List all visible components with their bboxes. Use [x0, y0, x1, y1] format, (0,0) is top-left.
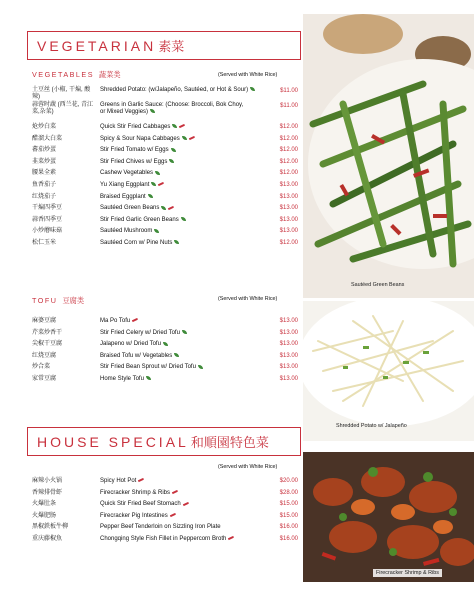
item-name-en-text: Spicy Hot Pot — [100, 478, 137, 484]
vegetarian-leaf-icon — [150, 109, 155, 113]
menu-item — [32, 499, 298, 511]
item-name-en — [100, 134, 195, 146]
spicy-chili-icon — [172, 490, 178, 494]
item-name-en-text: Braised Tofu w/ Vegetables — [100, 352, 173, 359]
house-special-title-cn: 和順園特色菜 — [190, 435, 269, 450]
item-name-cn: 红烧茄子 — [32, 193, 57, 200]
item-price: $16.00 — [279, 524, 298, 531]
menu-item — [32, 101, 298, 122]
vegetarian-leaf-icon — [163, 342, 168, 346]
menu-item — [32, 362, 298, 374]
item-name-cn: 松仁玉米 — [32, 239, 57, 246]
spicy-chili-icon — [170, 513, 176, 517]
item-price: $11.00 — [280, 88, 298, 94]
item-name-cn: 小炒蘑味菇 — [32, 228, 63, 235]
item-name-en-text: Sautéed Green Beans — [100, 205, 160, 212]
menu-item — [32, 192, 298, 204]
spicy-chili-icon — [132, 318, 138, 322]
item-price: $15.00 — [279, 501, 298, 508]
tofu-label-cn: 豆腐类 — [62, 296, 85, 305]
vegetarian-leaf-icon — [174, 353, 179, 357]
item-name-en — [100, 328, 187, 340]
vegetarian-leaf-icon — [182, 136, 187, 140]
vegetarian-header — [27, 31, 301, 60]
item-name-cn: 蕃茄炒蛋 — [32, 147, 57, 154]
item-name-cn: 干煸四季豆 — [32, 205, 63, 212]
item-name-en — [100, 192, 153, 204]
item-price: $13.00 — [279, 352, 298, 359]
vegetarian-title: VEGETARIAN — [37, 37, 157, 54]
tofu-subheading — [32, 296, 84, 306]
item-name-en — [100, 226, 159, 238]
item-name-en — [100, 488, 178, 500]
menu-item — [32, 203, 298, 215]
item-name-en-text: Jalapeno w/ Dried Tofu — [100, 341, 161, 348]
item-name-en — [100, 362, 203, 374]
item-name-en-text: Chongqing Style Fish Fillet in Peppercorn Broth — [100, 535, 227, 542]
item-name-cn: 醋溜大白菜 — [32, 135, 63, 142]
vegetables-label: VEGETABLES — [32, 70, 95, 79]
vegetarian-leaf-icon — [151, 182, 156, 186]
item-name-en-text: Stir Fried Garlic Green Beans — [100, 216, 179, 223]
item-price: $15.00 — [279, 512, 298, 519]
shrimp-caption: Firecracker Shrimp & Ribs — [373, 569, 442, 577]
item-price: $13.00 — [279, 341, 298, 348]
item-name-en-text: Braised Eggplant — [100, 193, 146, 200]
item-name-en-text: Firecracker Pig Intestines — [100, 512, 168, 519]
menu-item — [32, 351, 298, 363]
item-name-en-text: Quick Stir Fried Cabbages — [100, 124, 171, 130]
item-price: $13.00 — [279, 364, 298, 371]
item-name-cn: 红烧豆腐 — [32, 352, 57, 359]
item-name-en — [100, 102, 250, 116]
vegetarian-leaf-icon — [171, 148, 176, 152]
item-price: $12.00 — [279, 158, 298, 165]
spicy-chili-icon — [158, 182, 164, 186]
item-name-en-text: Home Style Tofu — [100, 375, 144, 382]
vegetarian-leaf-icon — [174, 240, 179, 244]
item-name-cn: 尖椒干豆腐 — [32, 341, 63, 348]
green-beans-caption: Sautéed Green Beans — [351, 282, 405, 288]
item-name-en-text: Stir Fried Chives w/ Eggs — [100, 158, 168, 165]
tofu-served-note: (Served with White Rice) — [218, 296, 278, 302]
house-special-served-note: (Served with White Rice) — [218, 464, 278, 470]
item-price: $28.00 — [279, 489, 298, 496]
item-name-en-text: Sautéed Mushroom — [100, 228, 153, 235]
firecracker-shrimp-photo — [303, 452, 474, 582]
item-price: $13.00 — [279, 181, 298, 188]
item-name-en-text: Stir Fried Celery w/ Dried Tofu — [100, 329, 180, 336]
item-name-en — [100, 157, 174, 169]
vegetarian-leaf-icon — [169, 159, 174, 163]
item-name-cn: 鱼香茄子 — [32, 181, 57, 188]
item-price: $16.00 — [279, 535, 298, 542]
item-name-en — [100, 180, 164, 192]
spicy-chili-icon — [228, 536, 234, 540]
shredded-potato-image — [303, 301, 474, 441]
spicy-chili-icon — [179, 124, 185, 128]
menu-item — [32, 328, 298, 340]
menu-item — [32, 168, 298, 180]
item-name-cn: 火爆肚条 — [32, 501, 57, 508]
item-price: $13.00 — [279, 193, 298, 200]
item-name-en — [100, 215, 186, 227]
item-name-cn: 麻婆豆腐 — [32, 318, 57, 324]
item-name-cn: 火爆肥肠 — [32, 512, 57, 519]
item-price: $11.00 — [280, 103, 298, 109]
item-name-cn: 炒合菜 — [32, 364, 51, 371]
tofu-label: TOFU — [32, 296, 58, 305]
item-name-en-text: Sautéed Corn w/ Pine Nuts — [100, 239, 173, 246]
item-name-cn: 腰果全素 — [32, 170, 57, 177]
menu-item — [32, 488, 298, 500]
item-name-cn: 麻辣小火锅 — [32, 478, 63, 484]
item-name-en-text: Firecracker Shrimp & Ribs — [100, 489, 171, 496]
house-special-header — [27, 427, 301, 456]
item-name-en — [100, 122, 185, 134]
item-name-cn: 炝炒白菜 — [32, 124, 57, 130]
item-name-en-text: Cashew Vegetables — [100, 170, 154, 177]
menu-item — [32, 476, 298, 488]
vegetarian-leaf-icon — [155, 171, 160, 175]
vegetarian-leaf-icon — [181, 217, 186, 221]
vegetarian-leaf-icon — [146, 376, 151, 380]
menu-item — [32, 157, 298, 169]
item-name-en — [100, 351, 179, 363]
item-name-en-text: Yu Xiang Eggplant — [100, 181, 150, 188]
menu-item — [32, 316, 298, 328]
menu-item — [32, 215, 298, 227]
menu-item — [32, 226, 298, 238]
menu-item — [32, 134, 298, 146]
vegetables-served-note: (Served with White Rice) — [218, 72, 278, 78]
item-name-en — [100, 511, 176, 523]
firecracker-shrimp-image — [303, 452, 474, 582]
item-name-en — [100, 522, 221, 534]
item-price: $12.00 — [279, 135, 298, 142]
item-name-en — [100, 238, 179, 250]
item-price: $20.00 — [279, 478, 298, 484]
item-price: $12.00 — [279, 170, 298, 177]
item-name-en-text: Shredded Potato: (w/Jalapeño, Sautéed, or Hot & Sour) — [100, 87, 249, 93]
vegetables-label-cn: 蔬菜类 — [99, 70, 121, 79]
item-name-en — [100, 374, 151, 386]
menu-item — [32, 180, 298, 192]
item-name-cn: 韭菜炒蛋 — [32, 158, 57, 165]
item-price: $12.00 — [279, 239, 298, 246]
shredded-potato-photo — [303, 301, 474, 441]
item-name-en — [100, 339, 168, 351]
item-name-cn: 香辣排骨虾 — [32, 489, 63, 496]
item-price: $13.00 — [279, 318, 298, 324]
spicy-chili-icon — [189, 136, 195, 140]
house-special-list — [32, 476, 298, 546]
menu-item — [32, 339, 298, 351]
item-name-cn: 芹菜炒香干 — [32, 329, 63, 336]
item-name-cn: 重庆藤椒魚 — [32, 535, 63, 542]
item-name-cn: 蒜蓉时蔬 (西兰花, 青江菜,杂菜) — [32, 102, 93, 115]
item-price: $13.00 — [279, 329, 298, 336]
item-price: $13.00 — [279, 205, 298, 212]
menu-item — [32, 534, 298, 546]
menu-item — [32, 374, 298, 386]
item-name-en-text: Stir Fried Tomato w/ Eggs — [100, 147, 169, 154]
item-name-en — [100, 534, 234, 546]
menu-item — [32, 145, 298, 157]
vegetarian-title-cn: 素菜 — [158, 39, 185, 54]
item-name-en — [100, 203, 174, 215]
vegetarian-leaf-icon — [250, 87, 255, 91]
item-name-en-text: Quick Stir Fried Beef Stomach — [100, 501, 181, 508]
item-name-en — [100, 499, 189, 511]
item-name-en — [100, 168, 160, 180]
item-name-en-text: Stir Fried Bean Sprout w/ Dried Tofu — [100, 364, 196, 371]
item-name-cn: 黑椒鉄板牛柳 — [32, 524, 69, 531]
item-name-cn: 蒜香四季豆 — [32, 216, 63, 223]
spicy-chili-icon — [138, 478, 144, 482]
spicy-chili-icon — [168, 205, 174, 209]
item-price: $13.00 — [279, 228, 298, 235]
menu-item — [32, 511, 298, 523]
item-price: $13.00 — [279, 216, 298, 223]
item-name-en-text: Pepper Beef Tenderloin on Sizzling Iron Plate — [100, 524, 221, 531]
vegetables-subheading — [32, 70, 121, 80]
house-special-title: HOUSE SPECIAL — [37, 433, 189, 450]
item-name-en-text: Spicy & Sour Napa Cabbages — [100, 135, 180, 142]
vegetarian-leaf-icon — [172, 124, 177, 128]
vegetarian-leaf-icon — [154, 229, 159, 233]
vegetarian-leaf-icon — [182, 330, 187, 334]
item-name-en-text: Ma Po Tofu — [100, 318, 131, 324]
item-price: $12.00 — [279, 147, 298, 154]
vegetarian-leaf-icon — [148, 194, 153, 198]
potato-caption: Shredded Potato w/ Jalapeño — [336, 423, 407, 429]
item-price: $13.00 — [279, 375, 298, 382]
item-price: $12.00 — [279, 124, 298, 130]
green-beans-photo — [303, 14, 474, 298]
spicy-chili-icon — [183, 501, 189, 505]
vegetarian-leaf-icon — [161, 206, 166, 210]
menu-item — [32, 522, 298, 534]
item-name-cn: 土豆丝 (小椒, 干煸, 酸辣) — [32, 87, 91, 101]
item-name-en-text: Greens in Garlic Sauce: (Choose: Broccoli, Bok Choy, or Mixed Veggies) — [100, 102, 244, 115]
vegetarian-leaf-icon — [198, 365, 203, 369]
item-name-en — [100, 316, 138, 328]
item-name-en — [100, 87, 255, 94]
menu-item — [32, 86, 298, 101]
item-name-cn: 家常豆腐 — [32, 375, 57, 382]
item-name-en — [100, 476, 144, 488]
tofu-list — [32, 316, 298, 386]
vegetables-list — [32, 86, 298, 250]
menu-item — [32, 238, 298, 250]
item-name-en — [100, 145, 176, 157]
menu-item — [32, 122, 298, 134]
green-beans-image — [303, 14, 474, 298]
